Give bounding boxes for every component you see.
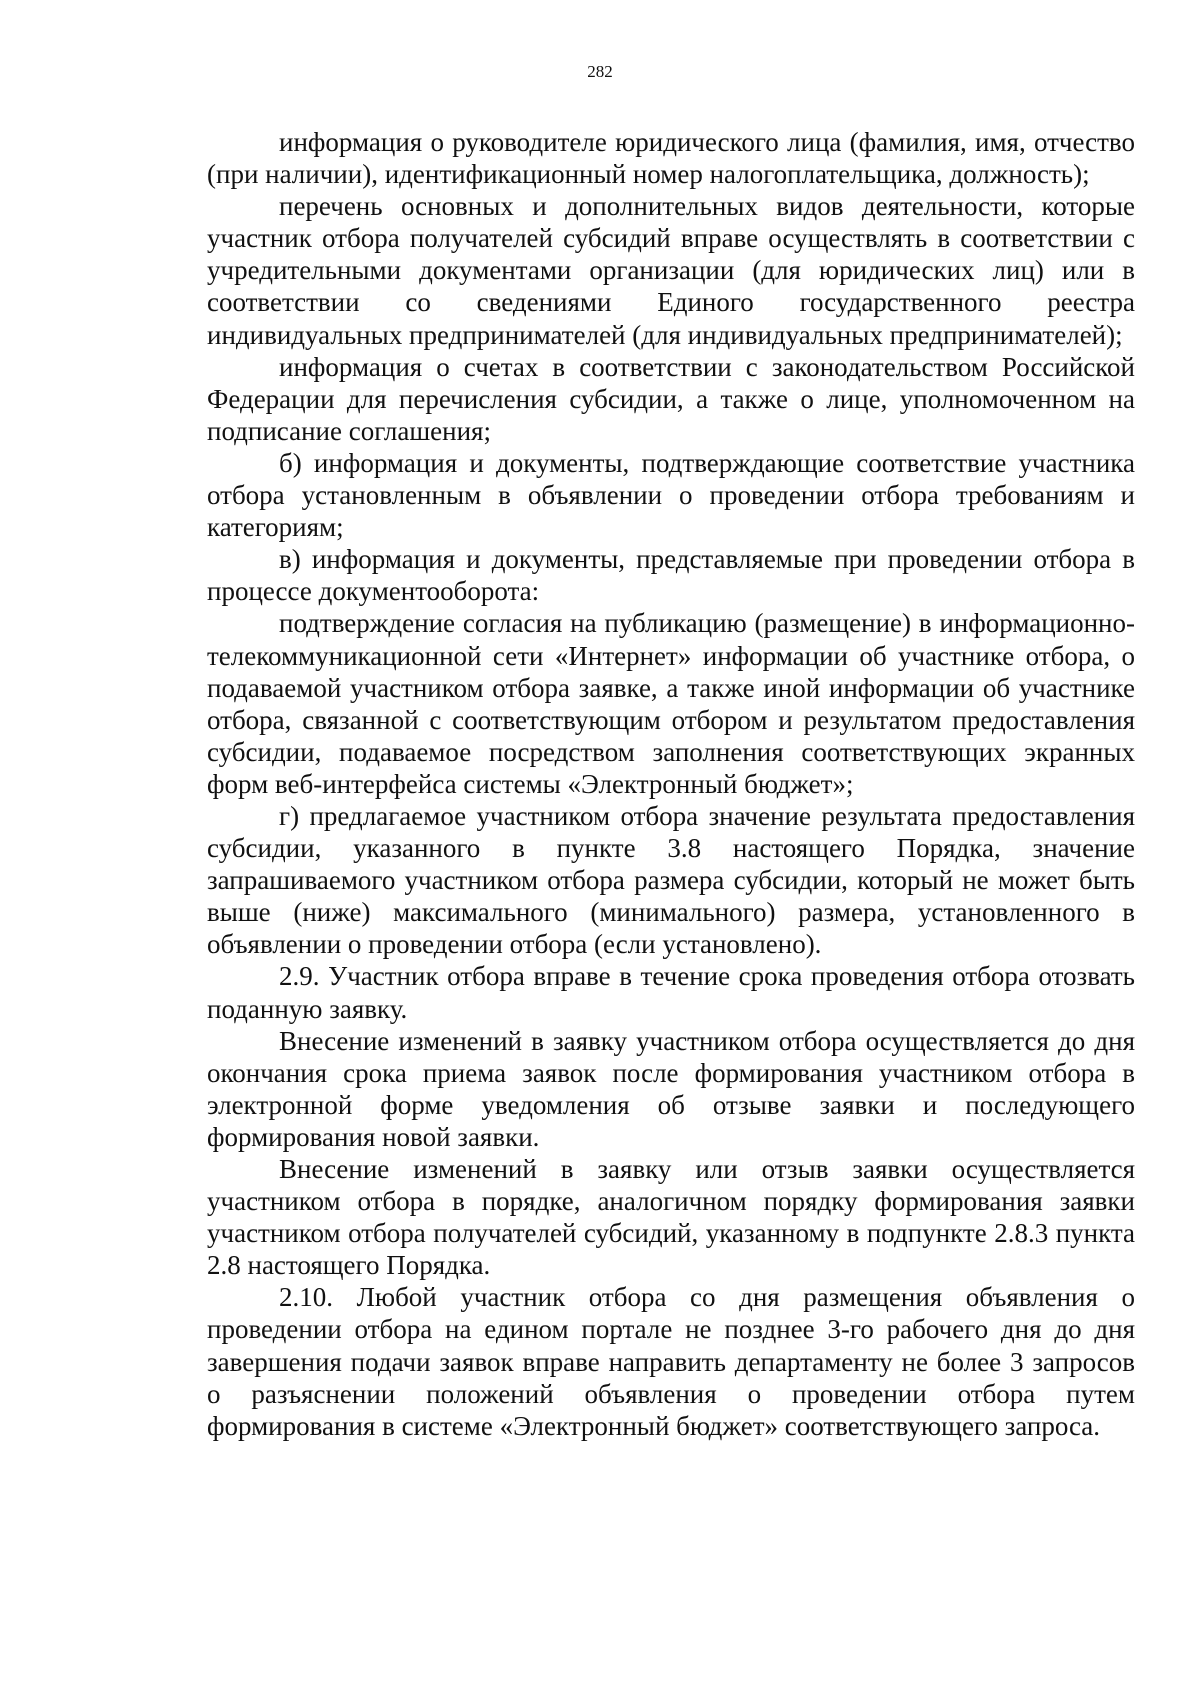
page-number: 282 xyxy=(587,62,613,81)
paragraph-activities-list: перечень основных и дополнительных видов деятельности, которые участник отбора получателей субсидий вправе осуществлять в соответствии с учредительными документами организации (для юридических лиц) или в соответствии со сведениями Единого государственного реестра индивидуальных предпринимателей (для индивидуальных предпринимателей); xyxy=(207,191,1135,350)
paragraph-item-v: в) информация и документы, представляемые при проведении отбора в процессе документооборота: xyxy=(207,544,1135,607)
paragraph-accounts-info: информация о счетах в соответствии с законодательством Российской Федерации для перечисления субсидии, а также о лице, уполномоченном на подписание соглашения; xyxy=(207,351,1135,446)
paragraph-section-2-10: 2.10. Любой участник отбора со дня размещения объявления о проведении отбора на едином портале не позднее 3-го рабочего дня до дня завершения подачи заявок вправе направить департаменту не более 3 запросов о разъяснении положений объявления о проведении отбора путем формирования в системе «Электронный бюджет» соответствующего запроса. xyxy=(207,1282,1135,1441)
paragraph-item-b: б) информация и документы, подтверждающие соответствие участника отбора установленным в объявлении о проведении отбора требованиям и категориям; xyxy=(207,447,1135,543)
paragraph-changes-deadline: Внесение изменений в заявку участником отбора осуществляется до дня окончания срока приема заявок после формирования участником отбора в электронной форме уведомления об отзыве заявки и последующего формирования новой заявки. xyxy=(207,1025,1135,1152)
paragraph-changes-procedure: Внесение изменений в заявку или отзыв заявки осуществляется участником отбора в порядке, аналогичном порядку формирования заявки участником отбора получателей субсидий, указанному в подпункте 2.8.3 пункта 2.8 настоящего Порядка. xyxy=(207,1154,1135,1281)
paragraph-head-info: информация о руководителе юридического лица (фамилия, имя, отчество (при наличии), идентификационный номер налогоплательщика, должность); xyxy=(207,127,1135,190)
document-body xyxy=(207,126,1135,1442)
paragraph-item-g: г) предлагаемое участником отбора значение результата предоставления субсидии, указанного в пункте 3.8 настоящего Порядка, значение запрашиваемого участником отбора размера субсидии, который не может быть выше (ниже) максимального (минимального) размера, установленного в объявлении о проведении отбора (если установлено). xyxy=(207,800,1135,960)
paragraph-publication-consent: подтверждение согласия на публикацию (размещение) в информационно-телекоммуникационной сети «Интернет» информации об участнике отбора, о подаваемой участником отбора заявке, а также иной информации об участнике отбора, связанной с соответствующим отбором и результатом предоставления субсидии, подаваемое посредством заполнения соответствующих экранных форм веб-интерфейса системы «Электронный бюджет»; xyxy=(207,608,1135,799)
paragraph-section-2-9: 2.9. Участник отбора вправе в течение срока проведения отбора отозвать поданную заявку. xyxy=(207,961,1135,1024)
